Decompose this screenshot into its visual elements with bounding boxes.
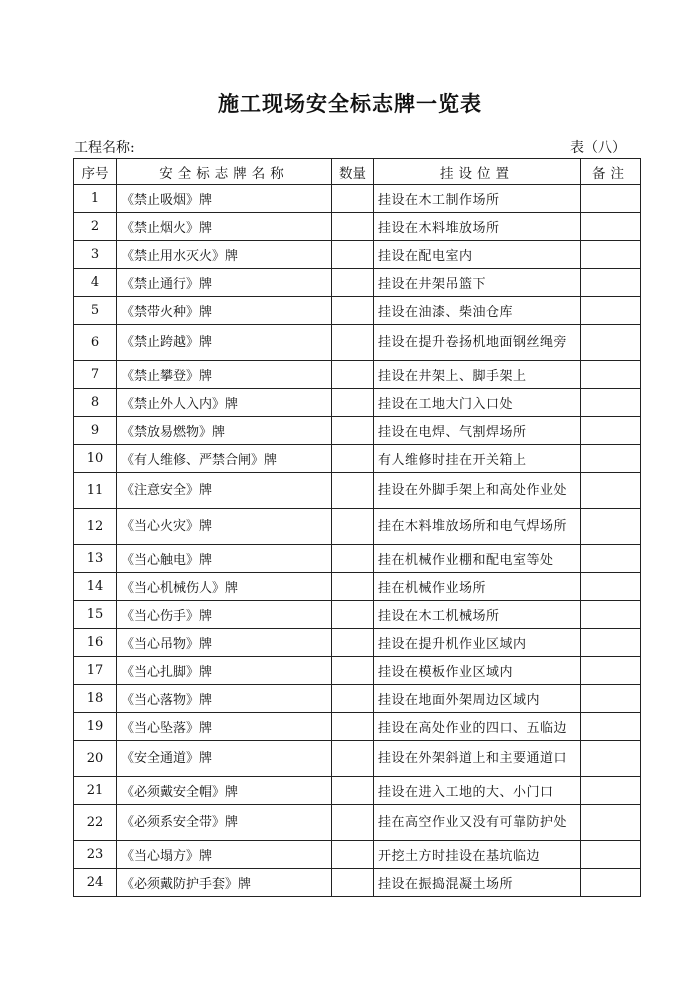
cell-remark bbox=[581, 713, 641, 741]
safety-sign-table bbox=[73, 158, 641, 897]
cell-sign-name: 《禁止跨越》牌 bbox=[117, 325, 332, 361]
table-row bbox=[74, 869, 641, 897]
cell-number: 16 bbox=[74, 629, 117, 657]
cell-location: 挂设在模板作业区域内 bbox=[374, 657, 581, 685]
cell-number: 21 bbox=[74, 777, 117, 805]
cell-location: 挂设在木工机械场所 bbox=[374, 601, 581, 629]
table-row bbox=[74, 545, 641, 573]
cell-location: 挂设在进入工地的大、小门口 bbox=[374, 777, 581, 805]
cell-sign-name: 《禁止吸烟》牌 bbox=[117, 185, 332, 213]
cell-sign-name: 《当心坠落》牌 bbox=[117, 713, 332, 741]
cell-location: 挂设在提升卷扬机地面钢丝绳旁 bbox=[374, 325, 581, 361]
table-row bbox=[74, 509, 641, 545]
cell-quantity bbox=[332, 417, 374, 445]
cell-location: 有人维修时挂在开关箱上 bbox=[374, 445, 581, 473]
page-title: 施工现场安全标志牌一览表 bbox=[218, 92, 482, 116]
cell-remark bbox=[581, 361, 641, 389]
cell-remark bbox=[581, 601, 641, 629]
cell-quantity bbox=[332, 869, 374, 897]
cell-quantity bbox=[332, 389, 374, 417]
cell-number: 20 bbox=[74, 741, 117, 777]
cell-number: 17 bbox=[74, 657, 117, 685]
cell-location: 开挖土方时挂设在基坑临边 bbox=[374, 841, 581, 869]
cell-quantity bbox=[332, 473, 374, 509]
cell-quantity bbox=[332, 777, 374, 805]
cell-number: 14 bbox=[74, 573, 117, 601]
cell-location: 挂设在木工制作场所 bbox=[374, 185, 581, 213]
cell-sign-name: 《当心扎脚》牌 bbox=[117, 657, 332, 685]
cell-quantity bbox=[332, 841, 374, 869]
table-row bbox=[74, 777, 641, 805]
cell-location: 挂设在振捣混凝土场所 bbox=[374, 869, 581, 897]
cell-location: 挂设在配电室内 bbox=[374, 241, 581, 269]
cell-quantity bbox=[332, 185, 374, 213]
cell-location: 挂设在油漆、柴油仓库 bbox=[374, 297, 581, 325]
table-row bbox=[74, 389, 641, 417]
table-body bbox=[74, 185, 641, 897]
table-row bbox=[74, 573, 641, 601]
cell-sign-name: 《当心吊物》牌 bbox=[117, 629, 332, 657]
cell-number: 24 bbox=[74, 869, 117, 897]
cell-quantity bbox=[332, 545, 374, 573]
cell-sign-name: 《禁止烟火》牌 bbox=[117, 213, 332, 241]
header-no: 序号 bbox=[74, 159, 117, 185]
cell-remark bbox=[581, 297, 641, 325]
cell-number: 22 bbox=[74, 805, 117, 841]
cell-remark bbox=[581, 417, 641, 445]
cell-quantity bbox=[332, 657, 374, 685]
cell-sign-name: 《当心火灾》牌 bbox=[117, 509, 332, 545]
cell-sign-name: 《禁止攀登》牌 bbox=[117, 361, 332, 389]
cell-location: 挂设在工地大门入口处 bbox=[374, 389, 581, 417]
cell-number: 23 bbox=[74, 841, 117, 869]
cell-location: 挂在木料堆放场所和电气焊场所 bbox=[374, 509, 581, 545]
cell-remark bbox=[581, 741, 641, 777]
cell-remark bbox=[581, 657, 641, 685]
cell-remark bbox=[581, 269, 641, 297]
cell-number: 12 bbox=[74, 509, 117, 545]
cell-number: 13 bbox=[74, 545, 117, 573]
cell-sign-name: 《禁止外人入内》牌 bbox=[117, 389, 332, 417]
project-name-label: 工程名称: bbox=[74, 140, 135, 156]
cell-remark bbox=[581, 185, 641, 213]
cell-remark bbox=[581, 509, 641, 545]
cell-quantity bbox=[332, 601, 374, 629]
cell-location: 挂在机械作业场所 bbox=[374, 573, 581, 601]
cell-number: 2 bbox=[74, 213, 117, 241]
cell-remark bbox=[581, 573, 641, 601]
cell-number: 3 bbox=[74, 241, 117, 269]
cell-location: 挂设在外架斜道上和主要通道口 bbox=[374, 741, 581, 777]
cell-number: 4 bbox=[74, 269, 117, 297]
table-row bbox=[74, 601, 641, 629]
cell-sign-name: 《有人维修、严禁合闸》牌 bbox=[117, 445, 332, 473]
cell-remark bbox=[581, 805, 641, 841]
cell-number: 6 bbox=[74, 325, 117, 361]
table-row bbox=[74, 629, 641, 657]
cell-quantity bbox=[332, 629, 374, 657]
cell-remark bbox=[581, 213, 641, 241]
cell-remark bbox=[581, 869, 641, 897]
cell-location: 挂设在木料堆放场所 bbox=[374, 213, 581, 241]
cell-remark bbox=[581, 241, 641, 269]
cell-number: 11 bbox=[74, 473, 117, 509]
cell-remark bbox=[581, 545, 641, 573]
cell-location: 挂在机械作业棚和配电室等处 bbox=[374, 545, 581, 573]
cell-remark bbox=[581, 685, 641, 713]
header-location: 挂设位置 bbox=[374, 159, 581, 185]
table-row bbox=[74, 325, 641, 361]
cell-sign-name: 《禁止通行》牌 bbox=[117, 269, 332, 297]
table-row bbox=[74, 417, 641, 445]
table-row bbox=[74, 805, 641, 841]
cell-quantity bbox=[332, 325, 374, 361]
cell-sign-name: 《当心触电》牌 bbox=[117, 545, 332, 573]
cell-sign-name: 《禁放易燃物》牌 bbox=[117, 417, 332, 445]
cell-remark bbox=[581, 629, 641, 657]
cell-location: 挂设在井架吊篮下 bbox=[374, 269, 581, 297]
cell-sign-name: 《必须戴防护手套》牌 bbox=[117, 869, 332, 897]
table-row bbox=[74, 713, 641, 741]
cell-number: 8 bbox=[74, 389, 117, 417]
cell-quantity bbox=[332, 741, 374, 777]
cell-remark bbox=[581, 777, 641, 805]
cell-number: 18 bbox=[74, 685, 117, 713]
table-row bbox=[74, 241, 641, 269]
cell-location: 挂在高空作业又没有可靠防护处 bbox=[374, 805, 581, 841]
cell-sign-name: 《安全通道》牌 bbox=[117, 741, 332, 777]
cell-quantity bbox=[332, 713, 374, 741]
cell-remark bbox=[581, 325, 641, 361]
table-row bbox=[74, 361, 641, 389]
cell-location: 挂设在提升机作业区域内 bbox=[374, 629, 581, 657]
cell-quantity bbox=[332, 685, 374, 713]
cell-location: 挂设在外脚手架上和高处作业处 bbox=[374, 473, 581, 509]
cell-quantity bbox=[332, 213, 374, 241]
cell-number: 1 bbox=[74, 185, 117, 213]
table-row bbox=[74, 445, 641, 473]
cell-quantity bbox=[332, 297, 374, 325]
table-row bbox=[74, 213, 641, 241]
cell-sign-name: 《当心机械伤人》牌 bbox=[117, 573, 332, 601]
cell-quantity bbox=[332, 269, 374, 297]
cell-number: 9 bbox=[74, 417, 117, 445]
table-row bbox=[74, 269, 641, 297]
cell-number: 15 bbox=[74, 601, 117, 629]
cell-remark bbox=[581, 473, 641, 509]
table-row bbox=[74, 657, 641, 685]
cell-quantity bbox=[332, 805, 374, 841]
header-quantity: 数量 bbox=[332, 159, 374, 185]
cell-quantity bbox=[332, 241, 374, 269]
cell-remark bbox=[581, 389, 641, 417]
cell-location: 挂设在电焊、气割焊场所 bbox=[374, 417, 581, 445]
table-row bbox=[74, 841, 641, 869]
cell-remark bbox=[581, 445, 641, 473]
cell-quantity bbox=[332, 445, 374, 473]
cell-sign-name: 《当心塌方》牌 bbox=[117, 841, 332, 869]
header-remark: 备注 bbox=[581, 159, 641, 185]
table-row bbox=[74, 685, 641, 713]
cell-location: 挂设在地面外架周边区域内 bbox=[374, 685, 581, 713]
cell-sign-name: 《必须戴安全帽》牌 bbox=[117, 777, 332, 805]
cell-number: 19 bbox=[74, 713, 117, 741]
cell-sign-name: 《必须系安全带》牌 bbox=[117, 805, 332, 841]
table-number-label: 表（八） bbox=[570, 140, 626, 156]
table-header-row bbox=[74, 159, 641, 185]
cell-quantity bbox=[332, 509, 374, 545]
cell-remark bbox=[581, 841, 641, 869]
cell-sign-name: 《当心伤手》牌 bbox=[117, 601, 332, 629]
cell-number: 7 bbox=[74, 361, 117, 389]
cell-sign-name: 《当心落物》牌 bbox=[117, 685, 332, 713]
cell-sign-name: 《注意安全》牌 bbox=[117, 473, 332, 509]
table-row bbox=[74, 741, 641, 777]
cell-location: 挂设在井架上、脚手架上 bbox=[374, 361, 581, 389]
table-row bbox=[74, 185, 641, 213]
cell-quantity bbox=[332, 573, 374, 601]
cell-sign-name: 《禁带火种》牌 bbox=[117, 297, 332, 325]
cell-sign-name: 《禁止用水灭火》牌 bbox=[117, 241, 332, 269]
cell-number: 10 bbox=[74, 445, 117, 473]
cell-number: 5 bbox=[74, 297, 117, 325]
table-row bbox=[74, 297, 641, 325]
cell-location: 挂设在高处作业的四口、五临边 bbox=[374, 713, 581, 741]
header-name: 安全标志牌名称 bbox=[117, 159, 332, 185]
table-row bbox=[74, 473, 641, 509]
cell-quantity bbox=[332, 361, 374, 389]
